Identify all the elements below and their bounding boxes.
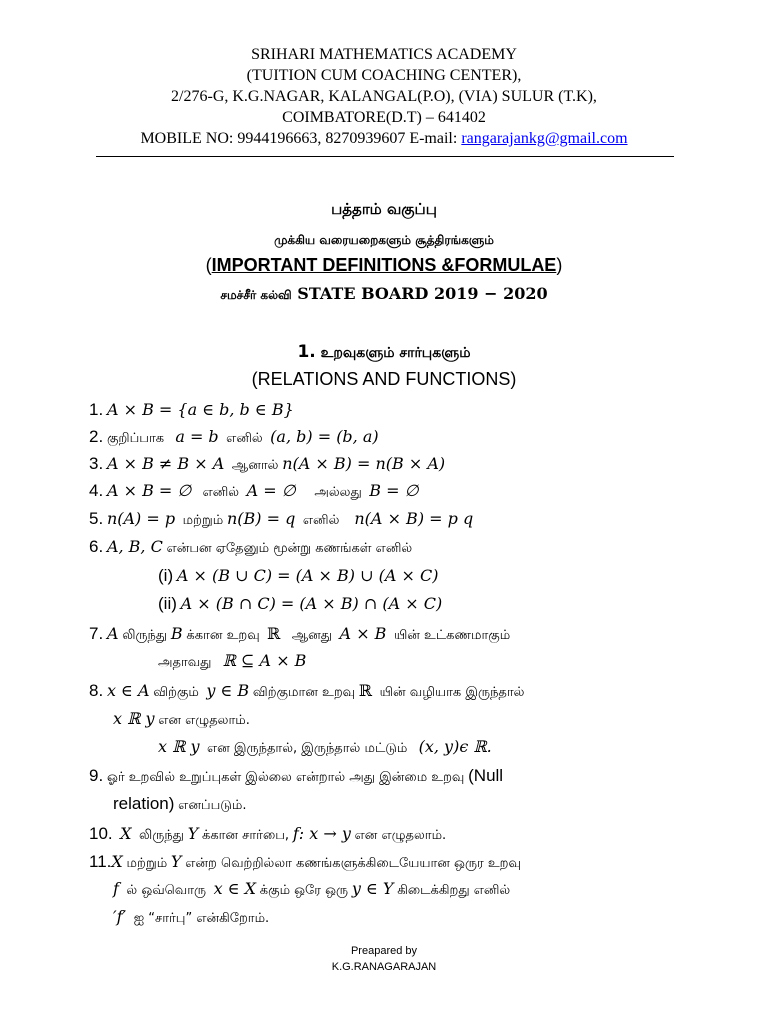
text: மற்றும் bbox=[126, 856, 168, 871]
formula: A × B = ∅ bbox=[106, 481, 192, 500]
formula: A × (B ∩ C) = (A × B) ∩ (A × C) bbox=[180, 594, 443, 613]
class-title: பத்தாம் வகுப்பு bbox=[331, 200, 437, 218]
formula: A × B = {a ∈ b, b ∈ B} bbox=[106, 400, 294, 419]
list-item bbox=[89, 507, 473, 531]
list-item bbox=[89, 622, 510, 646]
email-link[interactable]: rangarajankg@gmail.com bbox=[461, 130, 628, 147]
list-item bbox=[89, 535, 412, 559]
list-item bbox=[89, 479, 419, 503]
list-item bbox=[89, 764, 503, 788]
formula: A × B bbox=[339, 624, 387, 643]
item-number: 10. bbox=[89, 824, 113, 843]
formula: f: x → y bbox=[292, 824, 351, 843]
text: எனில் bbox=[202, 485, 240, 500]
subtitle-english-text: IMPORTANT DEFINITIONS &FORMULAE bbox=[211, 255, 557, 275]
text: ஆனால் bbox=[231, 458, 279, 473]
text-english: (Null bbox=[468, 766, 504, 785]
item-number: 2. bbox=[89, 427, 104, 446]
academy-subtitle: (TUITION CUM COACHING CENTER), bbox=[246, 67, 522, 84]
formula: x ∈ X bbox=[213, 879, 257, 898]
text: ஆனது bbox=[291, 628, 333, 643]
formula: A × B ≠ B × A bbox=[106, 454, 225, 473]
formula: B = ∅ bbox=[369, 481, 419, 500]
formula: a = b bbox=[175, 427, 219, 446]
subtitle-tamil: முக்கிய வரையறைகளும் சூத்திரங்களும் bbox=[274, 233, 494, 247]
text: என எழுதலாம். bbox=[158, 713, 250, 728]
list-continuation bbox=[113, 792, 246, 816]
text: அல்லது bbox=[314, 485, 362, 500]
formula: y ∈ Y bbox=[351, 879, 394, 898]
formula: Y bbox=[170, 852, 182, 871]
formula: x ℝ y bbox=[113, 709, 155, 728]
formula: B bbox=[170, 624, 183, 643]
mobile-text: MOBILE NO: 9944196663, 8270939607 E-mail: bbox=[140, 130, 462, 147]
item-number: 5. bbox=[89, 509, 104, 528]
formula: ℝ ⊆ A × B bbox=[222, 651, 307, 670]
text: எனில் bbox=[302, 513, 340, 528]
board-english: STATE BOARD 2019 − 2020 bbox=[297, 284, 548, 303]
text: எனப்படும். bbox=[178, 798, 247, 813]
list-item bbox=[89, 822, 446, 846]
formula: f bbox=[113, 879, 119, 898]
section-number: 1. bbox=[297, 342, 316, 362]
formula: ℝ bbox=[358, 681, 373, 700]
list-item bbox=[89, 452, 445, 476]
formula: A × (B ∪ C) = (A × B) ∪ (A × C) bbox=[176, 566, 439, 585]
formula: (a, b) = (b, a) bbox=[270, 427, 379, 446]
formula: A = ∅ bbox=[246, 481, 296, 500]
text: என எழுதலாம். bbox=[354, 828, 447, 843]
formula: x ∈ A bbox=[106, 681, 150, 700]
list-item bbox=[89, 850, 521, 874]
list-item bbox=[89, 425, 379, 449]
section-title-english: (RELATIONS AND FUNCTIONS) bbox=[251, 369, 517, 389]
text: ஓர் உறவில் உறுப்புகள் இல்லை என்றால் அது இன்மை உறவு bbox=[106, 770, 465, 785]
text: க்கான சார்பை, bbox=[202, 828, 290, 843]
item-number: 6. bbox=[89, 537, 104, 556]
item-number: 7. bbox=[89, 624, 104, 643]
text: என்பன ஏதேனும் மூன்று கணங்கள் எனில் bbox=[166, 541, 413, 556]
formula: (x, y)ϵ ℝ. bbox=[418, 737, 492, 756]
section-title-tamil: உறவுகளும் சார்புகளும் bbox=[320, 345, 471, 361]
academy-city: COIMBATORE(D.T) – 641402 bbox=[282, 109, 486, 126]
item-number: 8. bbox=[89, 681, 104, 700]
list-continuation bbox=[158, 649, 306, 673]
item-number: 3. bbox=[89, 454, 104, 473]
item-number: 11. bbox=[89, 852, 112, 871]
formula: n(B) = q bbox=[227, 509, 296, 528]
list-item bbox=[89, 679, 524, 703]
text: என்ற வெற்றில்லா கணங்களுக்கிடையேயான ஒருர உறவு bbox=[185, 856, 521, 871]
text: விற்கும் bbox=[153, 685, 199, 700]
formula: y ∈ B bbox=[206, 681, 250, 700]
text: லிருந்து bbox=[122, 628, 168, 643]
academy-header bbox=[0, 44, 768, 149]
list-item bbox=[89, 398, 294, 422]
formula: X bbox=[111, 852, 123, 871]
footer-author: K.G.RANAGARAJAN bbox=[331, 961, 437, 973]
item-number: 4. bbox=[89, 481, 104, 500]
footer bbox=[0, 943, 768, 975]
sub-label: (i) bbox=[158, 566, 174, 585]
text: ல் ஒவ்வொரு bbox=[126, 883, 207, 898]
contact-line bbox=[0, 128, 768, 149]
list-continuation bbox=[158, 735, 492, 759]
text: லிருந்து bbox=[139, 828, 184, 843]
academy-name: SRIHARI MATHEMATICS ACADEMY bbox=[251, 46, 517, 63]
subtitle-english: (IMPORTANT DEFINITIONS &FORMULAE) bbox=[205, 255, 563, 275]
formula: n(A) = p bbox=[106, 509, 176, 528]
academy-address: 2/276-G, K.G.NAGAR, KALANGAL(P.O), (VIA) SULUR (T.K), bbox=[171, 88, 597, 105]
text: ஐ “சார்பு” என்கிறோம். bbox=[133, 911, 270, 926]
formula: A, B, C bbox=[106, 537, 163, 556]
formula: n(A × B) = n(B × A) bbox=[282, 454, 446, 473]
board-title bbox=[0, 284, 768, 304]
formula: x ℝ y bbox=[158, 737, 200, 756]
text: அதாவது bbox=[158, 655, 212, 670]
text: க்கான உறவு bbox=[186, 628, 260, 643]
text-english: relation) bbox=[113, 794, 175, 813]
list-continuation bbox=[113, 877, 510, 901]
header-divider bbox=[96, 156, 674, 157]
list-subitem bbox=[158, 564, 438, 588]
footer-prepared-by: Preapared by bbox=[350, 945, 418, 957]
formula: X bbox=[120, 824, 132, 843]
formula: ′f′ bbox=[113, 907, 127, 926]
text: யின் வழியாக இருந்தால் bbox=[379, 685, 525, 700]
text: மற்றும் bbox=[182, 513, 224, 528]
text: என இருந்தால், இருந்தால் மட்டும் bbox=[207, 741, 408, 756]
section-title bbox=[0, 342, 768, 363]
formula: ℝ bbox=[267, 624, 281, 643]
item-number: 1. bbox=[89, 400, 104, 419]
text: குறிப்பாக bbox=[106, 431, 165, 446]
formula: Y bbox=[187, 824, 199, 843]
list-continuation bbox=[113, 905, 269, 929]
board-tamil: சமச்சீர் கல்வி bbox=[220, 288, 292, 302]
text: எனில் bbox=[226, 431, 263, 446]
text: விற்குமான உறவு bbox=[252, 685, 356, 700]
list-continuation bbox=[113, 707, 250, 731]
formula: A bbox=[106, 624, 119, 643]
text: யின் உட்கணமாகும் bbox=[393, 628, 511, 643]
sub-label: (ii) bbox=[158, 594, 177, 613]
formula: n(A × B) = p q bbox=[354, 509, 474, 528]
item-number: 9. bbox=[89, 766, 104, 785]
text: கிடைக்கிறது எனில் bbox=[397, 883, 511, 898]
text: க்கும் ஒரே ஒரு bbox=[259, 883, 349, 898]
list-subitem bbox=[158, 592, 442, 616]
